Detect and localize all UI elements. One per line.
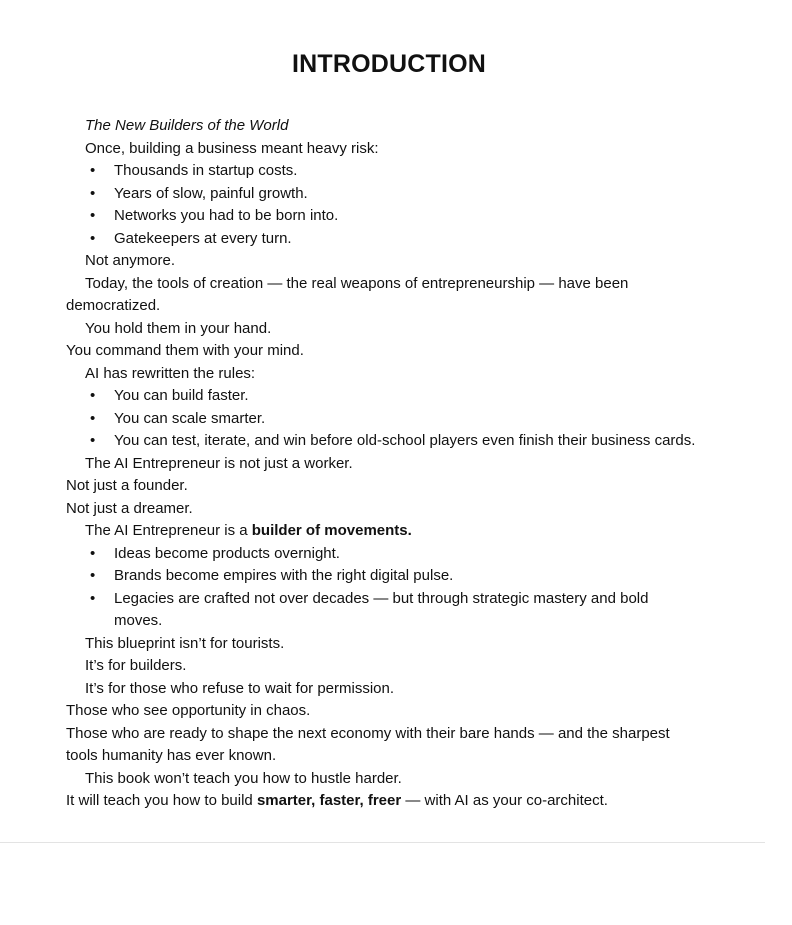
bullet-icon: • — [90, 162, 96, 179]
paragraph-teach: It will teach you how to build smarter, faster, freer — with AI as your co-architect. — [66, 792, 608, 809]
list-item: • Years of slow, painful growth. — [114, 183, 696, 206]
list-item: • Ideas become products overnight. — [114, 543, 696, 566]
paragraph-not-founder: Not just a founder. — [66, 477, 188, 494]
list-item: • Networks you had to be born into. — [114, 205, 696, 228]
document-body — [66, 115, 696, 813]
subtitle: The New Builders of the World — [85, 117, 289, 134]
paragraph-not-worker: The AI Entrepreneur is not just a worker. — [85, 454, 353, 472]
paragraph-once: Once, building a business meant heavy risk: — [85, 139, 379, 157]
list-item: • You can scale smarter. — [114, 408, 696, 431]
bullet-icon: • — [90, 589, 96, 607]
page-title: INTRODUCTION — [291, 50, 487, 78]
paragraph-not-anymore: Not anymore. — [85, 252, 176, 269]
bold-phrase: builder of movements. — [251, 522, 412, 539]
bullet-icon: • — [90, 409, 96, 427]
bullet-icon: • — [90, 432, 96, 449]
bullet-icon: • — [90, 229, 96, 247]
list-item: • You can build faster. — [114, 385, 696, 408]
list-item: • Thousands in startup costs. — [114, 160, 696, 183]
paragraph-builders: It’s for builders. — [85, 657, 187, 674]
paragraph-builder: The AI Entrepreneur is a builder of movements. — [85, 522, 412, 539]
page-gap — [0, 843, 792, 925]
list-item: • Legacies are crafted not over decades — but through strategic mastery and bold moves. — [90, 589, 649, 629]
paragraph-shape: Those who are ready to shape the next economy with their bare hands — and the sharpest tools humanity has ever known. — [66, 724, 670, 764]
list-item: • Brands become empires with the right digital pulse. — [114, 565, 696, 588]
bullet-icon: • — [90, 567, 96, 584]
paragraph-ai-rules: AI has rewritten the rules: — [85, 364, 256, 382]
list-item: • You can test, iterate, and win before old-school players even finish their business cards. — [114, 430, 696, 453]
bullet-icon: • — [90, 207, 96, 224]
list-item: • Gatekeepers at every turn. — [114, 228, 696, 251]
rules-list — [66, 385, 696, 453]
paragraph-hold: You hold them in your hand. — [85, 319, 272, 337]
paragraph-hustle: This book won’t teach you how to hustle harder. — [85, 769, 402, 787]
paragraph-blueprint: This blueprint isn’t for tourists. — [85, 634, 285, 652]
paragraph-refuse: It’s for those who refuse to wait for permission. — [85, 679, 395, 697]
bold-phrase: smarter, faster, freer — [256, 792, 402, 809]
bullet-icon: • — [90, 387, 96, 404]
risk-list — [66, 160, 696, 250]
paragraph-not-dreamer: Not just a dreamer. — [66, 499, 193, 517]
paragraph-chaos: Those who see opportunity in chaos. — [66, 702, 311, 719]
paragraph-command: You command them with your mind. — [66, 342, 304, 359]
bullet-icon: • — [90, 184, 96, 202]
bullet-icon: • — [90, 544, 96, 562]
movements-list — [66, 543, 696, 633]
paragraph-today: Today, the tools of creation — the real weapons of entrepreneurship — have been democratized. — [66, 274, 629, 314]
